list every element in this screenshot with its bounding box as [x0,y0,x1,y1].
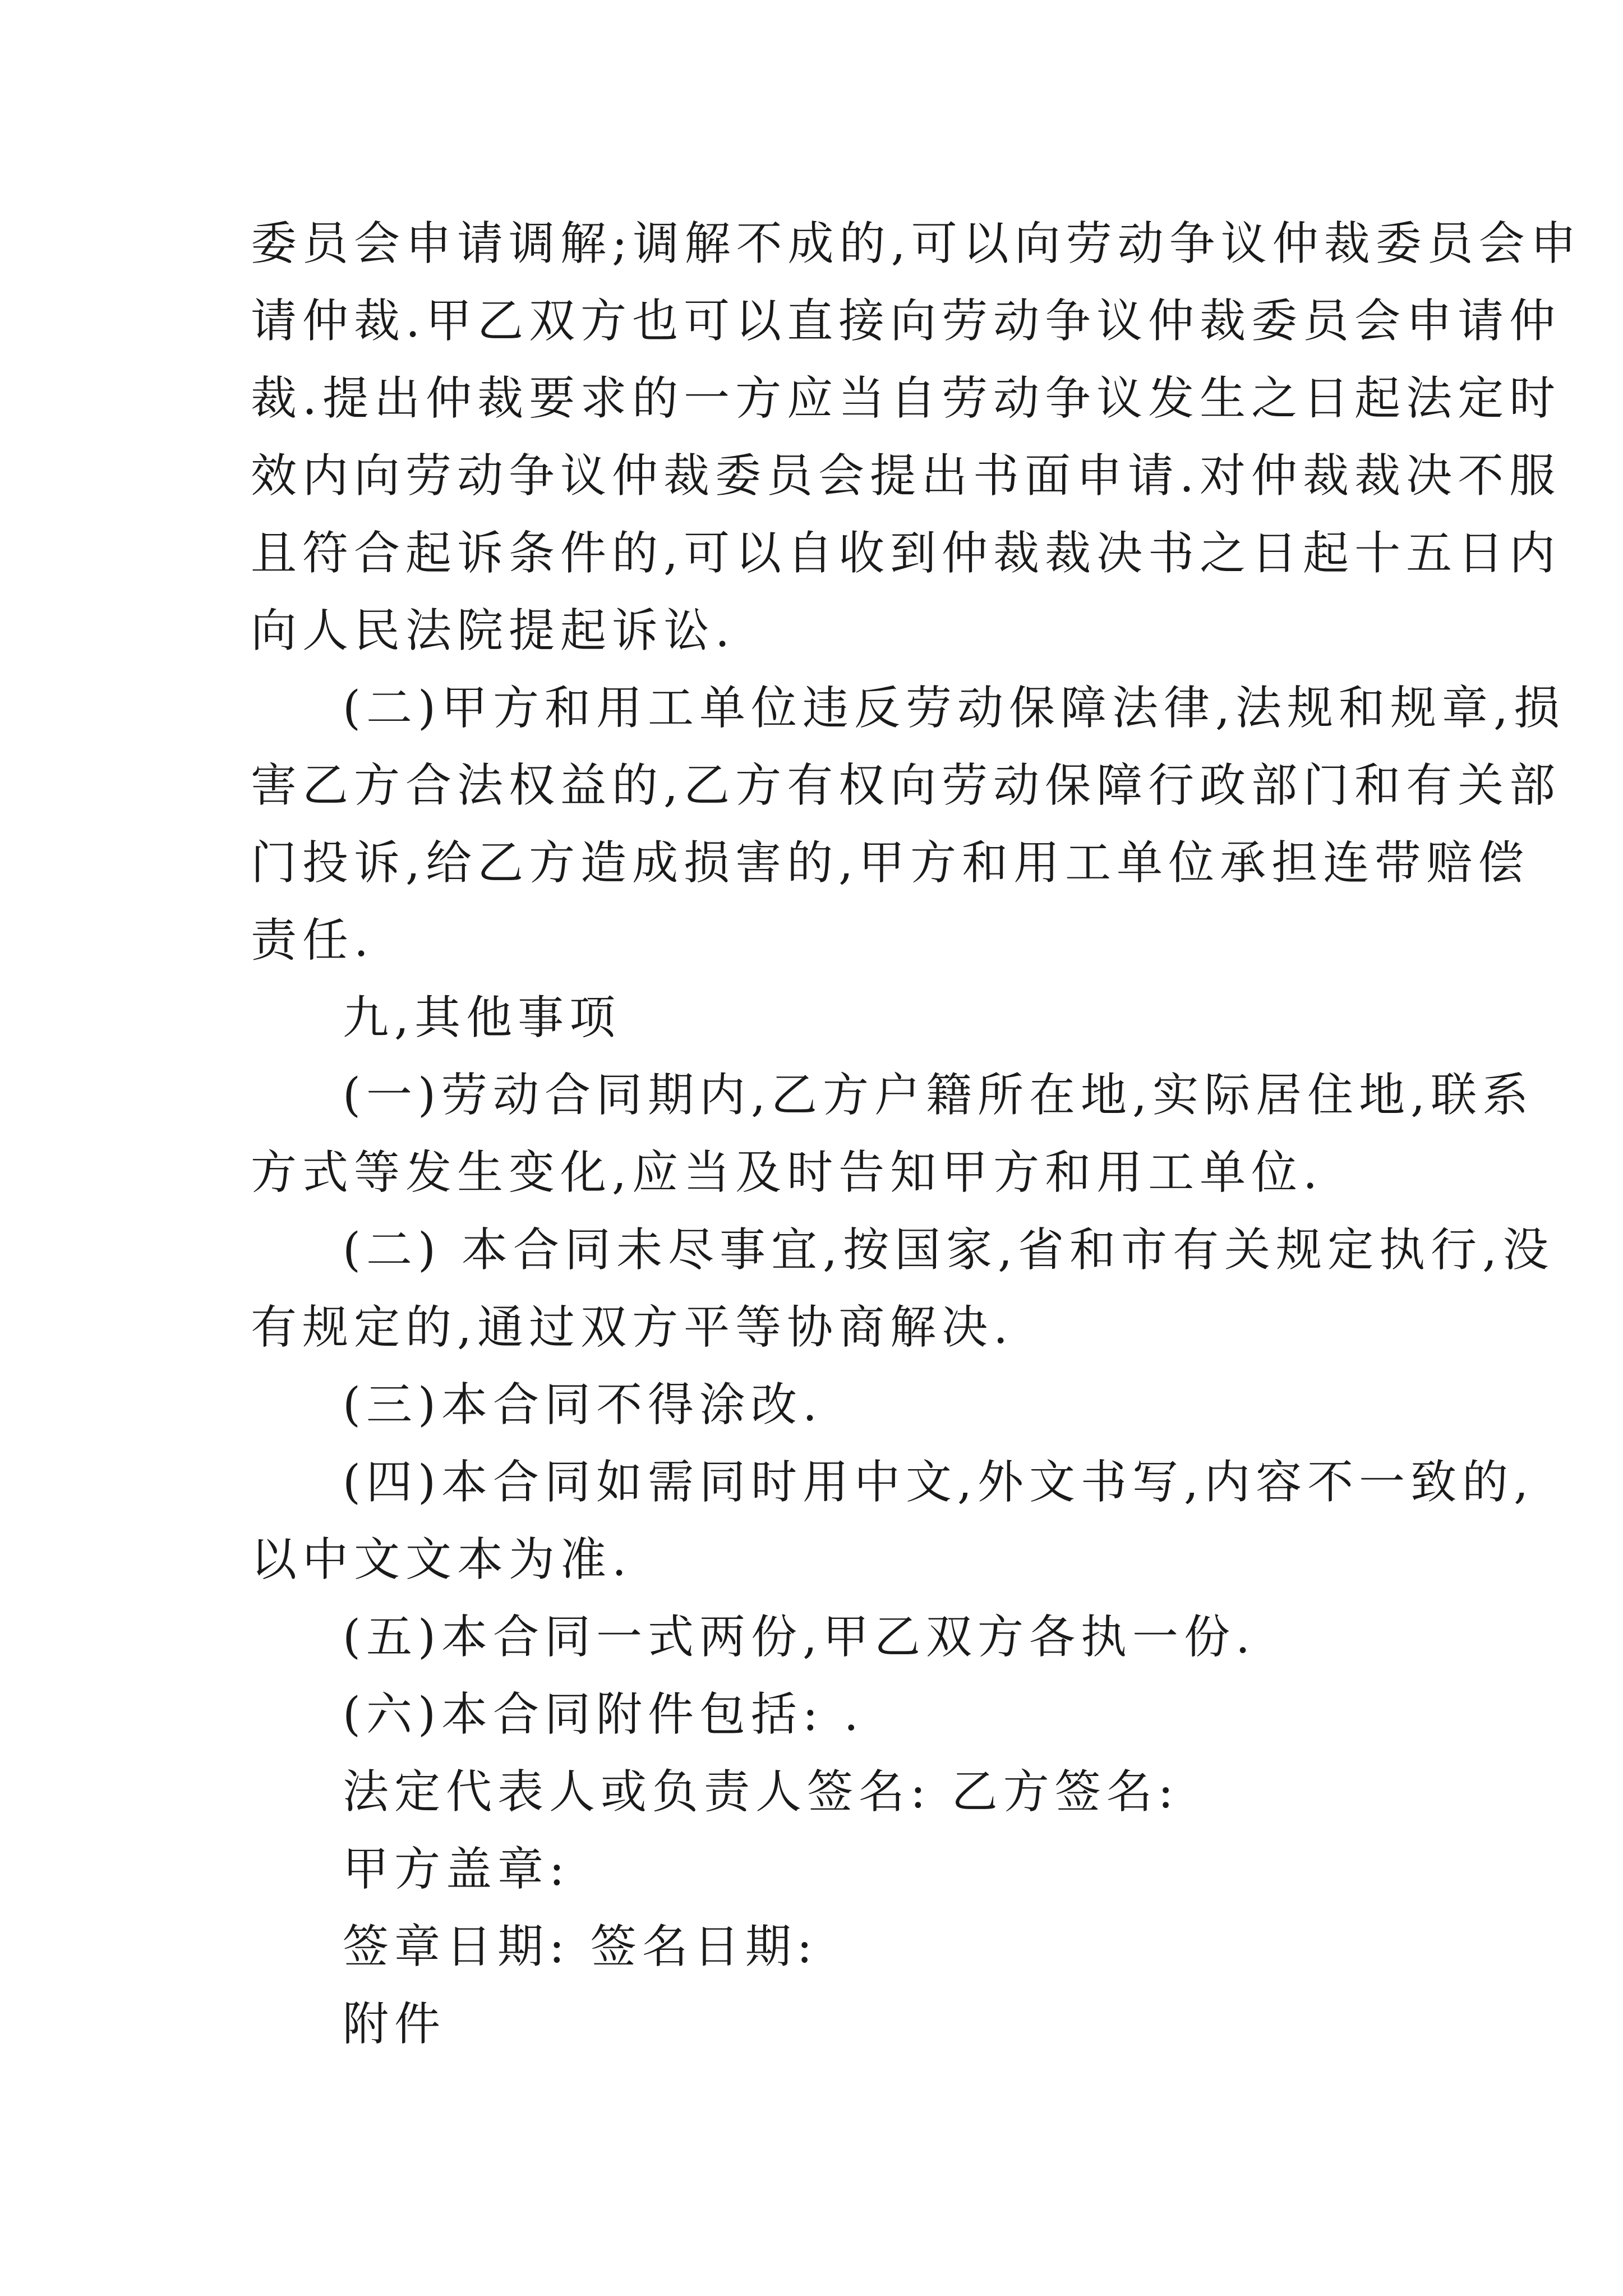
text-line: (五)本合同一式两份,甲乙双方各执一份. [343,1611,1256,1664]
text-line: 法定代表人或负责人签名: 乙方签名: [343,1765,1179,1819]
text-line: 以中文文本为准. [251,1533,633,1586]
text-line: (三)本合同不得涂改. [343,1378,823,1432]
text-line: 九,其他事项 [343,991,621,1045]
attachment-heading [251,1986,1378,2063]
text-line: 向人民法院提起诉讼. [251,604,736,657]
text-line: 附件 [343,1998,446,2051]
text-line: 裁.提出仲裁要求的一方应当自劳动争议发生之日起法定时 [251,372,1561,425]
text-line: 责任. [251,914,375,967]
signature-line-representative [251,1754,1378,1831]
text-line: 且符合起诉条件的,可以自收到仲裁裁决书之日起十五日内 [251,527,1561,580]
seal-line-party-a [251,1831,1378,1908]
text-line: (二) 本合同未尽事宜,按国家,省和市有关规定执行,没 [343,1223,1555,1277]
paragraph-no-alteration [251,1366,1378,1444]
text-line: (六)本合同附件包括: . [343,1688,864,1741]
text-line: (二)甲方和用工单位违反劳动保障法律,法规和规章,损 [343,682,1566,735]
text-line: 委员会申请调解;调解不成的,可以向劳动争议仲裁委员会申 [251,217,1582,270]
paragraph-copies [251,1599,1378,1676]
text-line: 害乙方合法权益的,乙方有权向劳动保障行政部门和有关部 [251,759,1561,812]
date-line [251,1908,1378,1986]
paragraph-dispute-mediation [251,205,1582,670]
paragraph-attachments [251,1676,1378,1754]
section-heading-other-matters [251,979,1378,1057]
text-line: 甲方盖章: [343,1843,570,1896]
paragraph-unspecified-matters [251,1212,1555,1366]
text-line: 方式等发生变化,应当及时告知甲方和用工单位. [251,1146,1324,1199]
text-line: 签章日期: 签名日期: [343,1920,818,1973]
paragraph-language [251,1444,1534,1599]
text-line: 有规定的,通过双方平等协商解决. [251,1301,1014,1354]
text-line: 效内向劳动争议仲裁委员会提出书面申请.对仲裁裁决不服 [251,449,1561,503]
paragraph-complaint-rights [251,670,1566,979]
document-body [251,205,1582,2063]
text-line: 门投诉,给乙方造成损害的,甲方和用工单位承担连带赔偿 [251,836,1530,890]
text-line: (一)劳动合同期内,乙方户籍所在地,实际居住地,联系 [343,1069,1534,1122]
text-line: 请仲裁.甲乙双方也可以直接向劳动争议仲裁委员会申请仲 [251,295,1561,348]
text-line: (四)本合同如需同时用中文,外文书写,内容不一致的, [343,1456,1534,1509]
paragraph-change-notice [251,1057,1534,1212]
